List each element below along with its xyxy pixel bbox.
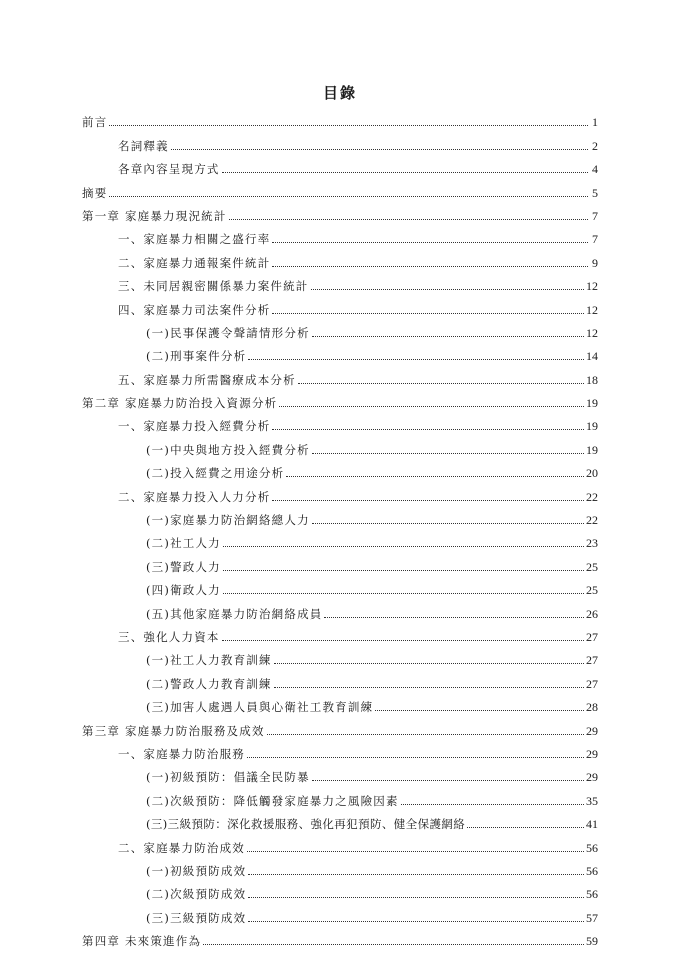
toc-entry-text: 前言 — [82, 115, 108, 130]
toc-entry-text: 第二章 家庭暴力防治投入資源分析 — [82, 396, 278, 411]
toc-page-number: 7 — [592, 208, 598, 223]
dot-leader — [312, 453, 584, 454]
toc-page-number: 28 — [586, 700, 598, 715]
toc-entry-text: (三)加害人處遇人員與心衛社工教育訓練 — [146, 700, 374, 715]
toc-entry[interactable] — [82, 738, 598, 761]
toc-entry[interactable] — [82, 667, 598, 690]
toc-page-number: 35 — [586, 793, 598, 808]
toc-entry[interactable] — [82, 433, 598, 456]
toc-page-number: 2 — [592, 138, 598, 153]
dot-leader — [229, 219, 588, 220]
toc-page-number: 19 — [586, 419, 598, 434]
dot-leader — [247, 851, 584, 852]
toc-entry-text: 一、家庭暴力投入經費分析 — [118, 419, 271, 434]
toc-page-number: 19 — [586, 442, 598, 457]
toc-entry-text: 三、強化人力資本 — [118, 629, 220, 644]
toc-entry[interactable] — [82, 387, 598, 410]
toc-entry-text: 一、家庭暴力防治服務 — [118, 746, 245, 761]
toc-entry-text: 五、家庭暴力所需醫療成本分析 — [118, 372, 296, 387]
toc-entry[interactable] — [82, 550, 598, 573]
toc-entry-text: (二)社工人力 — [146, 536, 221, 551]
toc-entry-text: (二)次級預防：降低觸發家庭暴力之風險因素 — [146, 793, 399, 808]
toc-page-number: 5 — [592, 185, 598, 200]
dot-leader — [248, 874, 584, 875]
toc-entry[interactable] — [82, 106, 598, 129]
toc-entry-text: 二、家庭暴力通報案件統計 — [118, 255, 271, 270]
toc-page-number: 4 — [592, 162, 598, 177]
dot-leader — [311, 289, 585, 290]
toc-entry[interactable] — [82, 784, 598, 807]
toc-entry-text: 摘要 — [82, 185, 108, 200]
toc-page-number: 12 — [586, 279, 598, 294]
toc-entry[interactable] — [82, 855, 598, 878]
toc-entry[interactable] — [82, 504, 598, 527]
toc-page-number: 22 — [586, 513, 598, 528]
dot-leader — [109, 125, 588, 126]
dot-leader — [312, 523, 584, 524]
dot-leader — [272, 500, 584, 501]
toc-entry-text: 第四章 未來策進作為 — [82, 934, 202, 949]
toc-title: 目錄 — [322, 84, 357, 102]
toc-entry-text: 第三章 家庭暴力防治服務及成效 — [82, 723, 265, 738]
toc-entry[interactable] — [82, 340, 598, 363]
toc-page-number: 23 — [586, 536, 598, 551]
dot-leader — [467, 827, 584, 828]
dot-leader — [109, 196, 588, 197]
toc-page-number: 1 — [592, 115, 598, 130]
dot-leader — [274, 663, 584, 664]
dot-leader — [279, 406, 584, 407]
toc-entry-text: (一)民事保護令聲請情形分析 — [146, 325, 310, 340]
toc-page-number: 57 — [586, 910, 598, 925]
toc-entry[interactable] — [82, 901, 598, 924]
dot-leader — [248, 359, 584, 360]
toc-entry-text: (一)初級預防成效 — [146, 863, 247, 878]
toc-entry-text: (一)初級預防：倡議全民防暴 — [146, 770, 310, 785]
dot-leader — [267, 734, 584, 735]
toc-entry-text: (二)次級預防成效 — [146, 887, 247, 902]
dot-leader — [272, 429, 584, 430]
dot-leader — [272, 242, 588, 243]
toc-entry-text: (一)家庭暴力防治網絡總人力 — [146, 513, 310, 528]
toc-entry-text: 二、家庭暴力投入人力分析 — [118, 489, 271, 504]
dot-leader — [272, 266, 588, 267]
toc-entry-text: 三、未同居親密關係暴力案件統計 — [118, 279, 309, 294]
dot-leader — [248, 897, 584, 898]
toc-entry[interactable] — [82, 527, 598, 550]
toc-entry[interactable] — [82, 644, 598, 667]
toc-entry[interactable] — [82, 363, 598, 386]
toc-page-number: 7 — [592, 232, 598, 247]
toc-page-number: 29 — [586, 770, 598, 785]
toc-entry[interactable] — [82, 200, 598, 223]
toc-entry-text: (一)中央與地方投入經費分析 — [146, 442, 310, 457]
toc-entry-text: 名詞釋義 — [118, 138, 169, 153]
toc-list — [82, 106, 598, 948]
toc-entry[interactable] — [82, 621, 598, 644]
dot-leader — [247, 757, 584, 758]
toc-entry[interactable] — [82, 925, 598, 948]
toc-page-number: 12 — [586, 325, 598, 340]
toc-page-number: 56 — [586, 863, 598, 878]
toc-page-number: 12 — [586, 302, 598, 317]
toc-entry[interactable] — [82, 176, 598, 199]
toc-entry[interactable] — [82, 293, 598, 316]
toc-entry[interactable] — [82, 246, 598, 269]
toc-entry-text: (三)三級預防：深化救援服務、強化再犯預防、健全保護網絡 — [146, 817, 466, 832]
toc-entry-text: (五)其他家庭暴力防治網絡成員 — [146, 606, 323, 621]
dot-leader — [375, 710, 584, 711]
toc-entry[interactable] — [82, 808, 598, 831]
toc-entry-text: 四、家庭暴力司法案件分析 — [118, 302, 271, 317]
toc-page-number: 27 — [586, 629, 598, 644]
toc-page-number: 25 — [586, 583, 598, 598]
toc-page-number: 27 — [586, 653, 598, 668]
toc-page-number: 9 — [592, 255, 598, 270]
toc-entry-text: (二)投入經費之用途分析 — [146, 466, 285, 481]
toc-entry[interactable] — [82, 223, 598, 246]
toc-entry-text: (三)三級預防成效 — [146, 910, 247, 925]
toc-entry[interactable] — [82, 574, 598, 597]
toc-entry[interactable] — [82, 457, 598, 480]
dot-leader — [312, 336, 584, 337]
toc-entry[interactable] — [82, 270, 598, 293]
toc-entry-text: 一、家庭暴力相關之盛行率 — [118, 232, 271, 247]
toc-entry[interactable] — [82, 691, 598, 714]
toc-entry[interactable] — [82, 317, 598, 340]
toc-entry-text: 各章內容呈現方式 — [118, 162, 220, 177]
toc-entry[interactable] — [82, 761, 598, 784]
dot-leader — [203, 944, 584, 945]
toc-entry-text: (四)衛政人力 — [146, 583, 221, 598]
toc-page-number: 41 — [586, 817, 598, 832]
toc-entry-text: 第一章 家庭暴力現況統計 — [82, 208, 227, 223]
toc-entry[interactable] — [82, 480, 598, 503]
dot-leader — [401, 804, 584, 805]
toc-entry[interactable] — [82, 129, 598, 152]
dot-leader — [222, 640, 584, 641]
toc-entry[interactable] — [82, 153, 598, 176]
toc-entry-text: (二)警政人力教育訓練 — [146, 676, 272, 691]
toc-page-number: 27 — [586, 676, 598, 691]
dot-leader — [222, 172, 588, 173]
dot-leader — [171, 149, 588, 150]
dot-leader — [272, 313, 584, 314]
toc-page-number: 20 — [586, 466, 598, 481]
toc-page-number: 29 — [586, 723, 598, 738]
dot-leader — [223, 593, 584, 594]
dot-leader — [223, 546, 584, 547]
toc-entry-text: (二)刑事案件分析 — [146, 349, 247, 364]
dot-leader — [223, 570, 584, 571]
dot-leader — [274, 687, 584, 688]
toc-entry-text: 二、家庭暴力防治成效 — [118, 840, 245, 855]
toc-page-number: 26 — [586, 606, 598, 621]
toc-page-number: 25 — [586, 559, 598, 574]
toc-entry[interactable] — [82, 714, 598, 737]
dot-leader — [312, 780, 584, 781]
toc-entry[interactable] — [82, 831, 598, 854]
toc-entry-text: (一)社工人力教育訓練 — [146, 653, 272, 668]
dot-leader — [298, 383, 584, 384]
toc-entry[interactable] — [82, 597, 598, 620]
dot-leader — [248, 921, 584, 922]
dot-leader — [286, 476, 584, 477]
dot-leader — [324, 617, 584, 618]
toc-page-number: 14 — [586, 349, 598, 364]
toc-page-number: 56 — [586, 887, 598, 902]
toc-page-number: 18 — [586, 372, 598, 387]
toc-page-number: 56 — [586, 840, 598, 855]
toc-entry-text: (三)警政人力 — [146, 559, 221, 574]
toc-page-number: 19 — [586, 396, 598, 411]
toc-page-number: 29 — [586, 746, 598, 761]
toc-entry[interactable] — [82, 878, 598, 901]
toc-page-number: 59 — [586, 934, 598, 949]
toc-entry[interactable] — [82, 410, 598, 433]
toc-page-number: 22 — [586, 489, 598, 504]
